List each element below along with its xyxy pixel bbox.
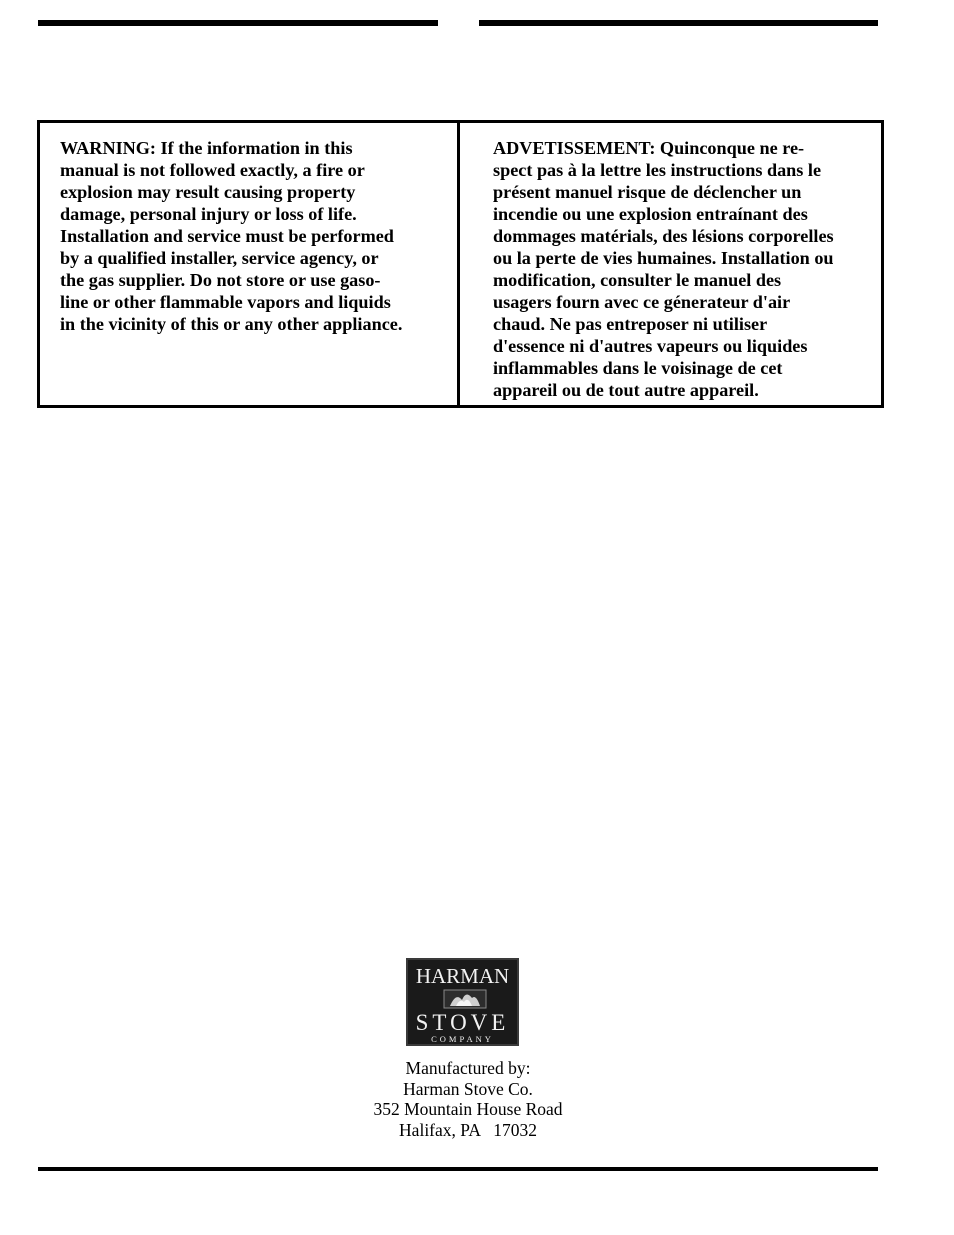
warning-en-line: the gas supplier. Do not store or use gaso- xyxy=(60,270,381,290)
manufacturer-label: Manufactured by: xyxy=(405,1058,531,1078)
warning-box xyxy=(37,120,884,408)
warning-fr-line: chaud. Ne pas entreposer ni utiliser xyxy=(493,314,768,334)
flame-icon xyxy=(442,988,488,1010)
warning-en-line: line or other flammable vapors and liquids xyxy=(60,292,391,312)
warning-en-line: explosion may result causing property xyxy=(60,182,356,202)
manufacturer-street: 352 Mountain House Road xyxy=(373,1099,563,1119)
manufacturer-name: Harman Stove Co. xyxy=(403,1078,533,1099)
logo-word-company: COMPANY xyxy=(431,1034,494,1044)
warning-fr-line: modification, consulter le manuel des xyxy=(493,270,782,290)
warning-fr-line: présent manuel risque de déclencher un xyxy=(493,182,802,202)
warning-fr-line: d'essence ni d'autres vapeurs ou liquides xyxy=(493,336,808,356)
warning-en-line: damage, personal injury or loss of life. xyxy=(60,204,357,224)
warning-fr-line: spect pas à la lettre les instructions dans le xyxy=(493,160,822,180)
warning-fr-line: incendie ou une explosion entraínant des xyxy=(493,204,808,224)
warning-fr-line: ou la perte de vies humaines. Installation ou xyxy=(493,248,834,268)
top-rule-right xyxy=(479,20,878,26)
warning-fr-line: dommages matérials, des lésions corporelles xyxy=(493,226,834,246)
warning-en-line: manual is not followed exactly, a fire or xyxy=(60,160,365,180)
warning-fr-line: ADVETISSEMENT: Quinconque ne re- xyxy=(493,138,805,158)
warning-fr-line: appareil ou de tout autre appareil. xyxy=(493,380,759,400)
manufacturer-address xyxy=(300,1058,636,1140)
logo-word-stove: STOVE xyxy=(415,1010,510,1035)
warning-english xyxy=(40,123,460,405)
warning-en-line: in the vicinity of this or any other appliance. xyxy=(60,314,403,334)
harman-stove-logo xyxy=(406,958,519,1046)
logo-word-harman: HARMAN xyxy=(415,964,510,988)
warning-en-line: Installation and service must be performed xyxy=(60,226,394,246)
warning-fr-line: usagers fourn avec ce génerateur d'air xyxy=(493,292,791,312)
bottom-rule xyxy=(38,1167,878,1171)
warning-french xyxy=(460,123,881,405)
warning-fr-line: inflammables dans le voisinage de cet xyxy=(493,358,783,378)
manufacturer-city: Halifax, PA 17032 xyxy=(399,1119,537,1140)
warning-en-line: WARNING: If the information in this xyxy=(60,138,353,158)
top-rule-left xyxy=(38,20,438,26)
warning-en-line: by a qualified installer, service agency, or xyxy=(60,248,379,268)
